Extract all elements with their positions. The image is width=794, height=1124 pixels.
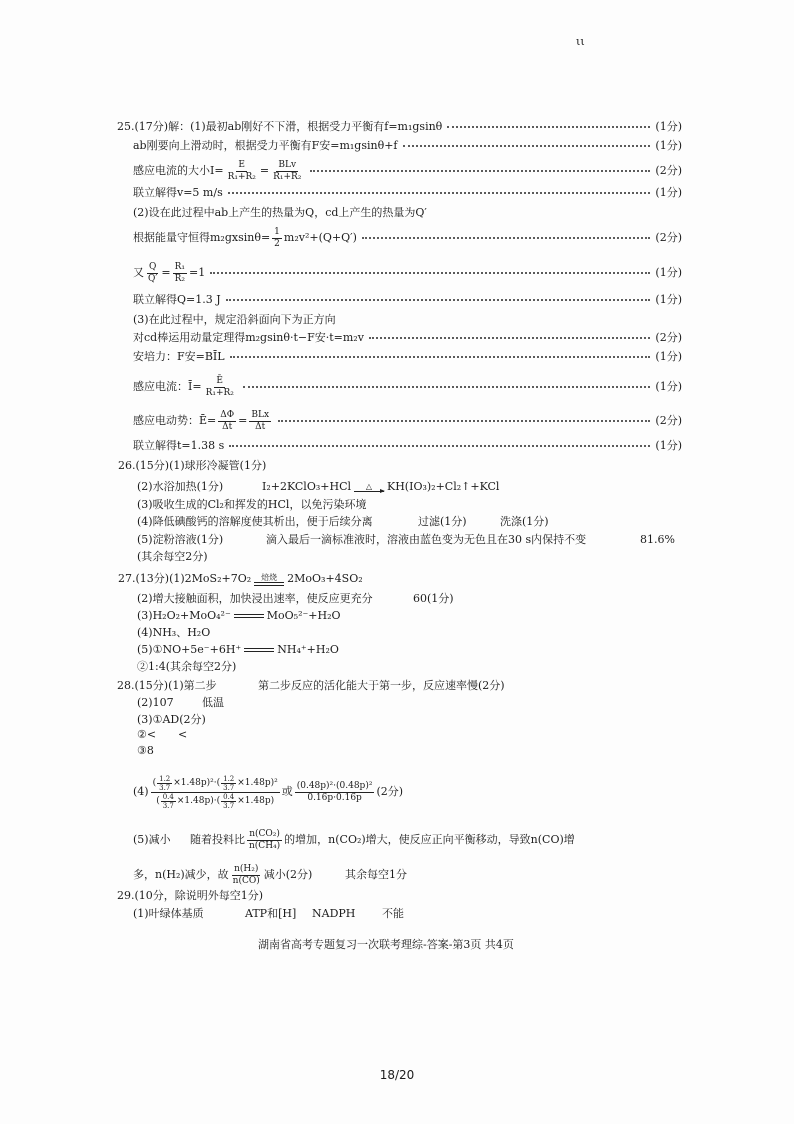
score: (2分) xyxy=(376,785,404,798)
denominator: Δt xyxy=(222,421,233,432)
products: MoO₅²⁻+H₂O xyxy=(266,609,341,622)
q28-row-5: ③8 xyxy=(137,744,154,757)
fraction xyxy=(157,775,172,792)
equals: = xyxy=(259,164,270,177)
q28-row-kp xyxy=(133,770,403,814)
q26-row-4-wash: 洗涤(1分) xyxy=(500,515,549,528)
score: (2分) xyxy=(655,331,682,344)
paren: ) xyxy=(270,795,275,806)
dot-leader xyxy=(369,337,650,339)
q27-row-2 xyxy=(0,592,794,606)
q26-row-1: 26.(15分)(1)球形冷凝管(1分) xyxy=(118,459,267,472)
q25-row-13-pre: 感应电动势：Ē= xyxy=(133,414,217,427)
q25-row-7 xyxy=(133,260,682,286)
score: (1分) xyxy=(655,380,682,393)
q28-row-8-reason xyxy=(133,861,312,889)
q28-row-7-reason xyxy=(190,826,575,854)
q27-equation xyxy=(118,568,363,590)
denominator: R₁+R₂ xyxy=(273,171,302,182)
q26-row-5-indicator: (5)淀粉溶液(1分) xyxy=(137,533,224,546)
q26-row-2 xyxy=(0,476,794,498)
fraction xyxy=(161,793,176,810)
denominator: n(CO) xyxy=(232,875,260,886)
q25-row-6 xyxy=(133,225,682,251)
q25-row-7-post: =1 xyxy=(189,266,206,279)
paren: ( xyxy=(156,795,160,806)
reactants: 27.(13分)(1)2MoS₂+7O₂ xyxy=(118,572,252,585)
dot-leader xyxy=(278,420,650,422)
q25-row-2 xyxy=(133,139,682,153)
equals: = xyxy=(161,266,171,279)
q28-row-3: (3)①AD(2分) xyxy=(137,713,206,726)
q27-row-5 xyxy=(137,643,339,657)
q28-row-2-value: (2)107 xyxy=(137,696,174,709)
dot-leader xyxy=(226,299,651,301)
denominator: Δt xyxy=(255,421,266,432)
q26-row-5-endpoint: 滴入最后一滴标准液时，溶液由蓝色变为无色且在30 s内保持不变 xyxy=(266,533,587,546)
reaction-arrow xyxy=(254,573,284,586)
numerator: ΔΦ xyxy=(220,409,235,420)
q25-row-8 xyxy=(133,293,682,307)
q25-row-6-pre: 根据能量守恒得m₂gxsinθ= xyxy=(133,231,271,244)
q25-row-7-pre: 又 xyxy=(133,266,144,279)
numerator: 0.4 xyxy=(223,792,235,801)
numerator: Ē xyxy=(216,375,223,386)
dot-leader xyxy=(229,445,650,447)
q29-answer-b: ATP和[H] xyxy=(245,907,297,920)
score: (1分) xyxy=(655,186,682,199)
fraction xyxy=(226,160,258,183)
q28-row-8-note: 其余每空1分 xyxy=(345,868,407,881)
q25-row-8-text: 联立解得Q=1.3 J xyxy=(133,293,221,306)
reaction-condition: △ xyxy=(365,482,373,491)
q25-row-6-post: m₂v²+(Q+Q′) xyxy=(283,231,357,244)
q25-row-12-pre: 感应电流：Ī= xyxy=(133,380,202,393)
numerator: 1 xyxy=(274,226,280,237)
kp-simple-fraction xyxy=(295,781,375,804)
q26-row-4-answer: (4)降低碘酸钙的溶解度使其析出，便于后续分离 xyxy=(137,515,373,528)
numerator: BLx xyxy=(251,409,270,420)
arrow-bar xyxy=(244,648,274,652)
score: (1分) xyxy=(655,293,682,306)
q25-row-1-text: 25.(17分)解：(1)最初ab刚好不下滑，根据受力平衡有f=m₁gsinθ xyxy=(117,120,443,133)
dot-leader xyxy=(310,170,650,172)
q28-row-2 xyxy=(0,696,794,710)
q28-row-7-answer: (5)减小 xyxy=(133,833,171,846)
q25-row-2-text: ab刚要向上滑动时，根据受力平衡有F安=m₁gsinθ+f xyxy=(133,139,398,152)
q26-row-4 xyxy=(0,515,794,529)
reaction-arrow xyxy=(354,482,384,492)
q29-answer-d: 不能 xyxy=(382,907,404,920)
numerator: R₁ xyxy=(174,261,186,272)
arrow-bar xyxy=(354,491,384,492)
score: (2分) xyxy=(655,164,682,177)
denominator: 3.7 xyxy=(159,783,171,792)
dot-leader xyxy=(362,237,650,239)
dot-leader xyxy=(447,126,650,128)
denominator: 2 xyxy=(274,238,280,249)
numerator: n(CO₂) xyxy=(249,828,280,839)
denominator xyxy=(154,793,276,810)
reactants: I₂+2KClO₃+HCl xyxy=(262,480,351,493)
dot-leader xyxy=(403,145,651,147)
q28-row-1-reason: 第二步反应的活化能大于第一步，反应速率慢(2分) xyxy=(258,679,505,692)
numerator: 1.2 xyxy=(159,774,171,783)
reaction-condition: 焙烧 xyxy=(261,572,278,582)
q29-row-2 xyxy=(0,907,794,921)
q25-row-7-expression xyxy=(133,262,205,285)
q25-row-5: (2)设在此过程中ab上产生的热量为Q，cd上产生的热量为Q′ xyxy=(133,206,427,219)
q25-row-6-expression xyxy=(133,227,357,250)
products: 2MoO₃+4SO₂ xyxy=(287,572,363,585)
products: KH(IO₃)₂+Cl₂↑+KCl xyxy=(387,480,500,493)
q28-row-1-answer: 28.(15分)(1)第二步 xyxy=(117,679,217,692)
score: (2分) xyxy=(655,231,682,244)
q27-row-3 xyxy=(137,609,341,623)
numerator: 0.4 xyxy=(162,792,174,801)
q25-row-4 xyxy=(133,186,682,200)
score: (1分) xyxy=(655,120,682,133)
q27-row-4: (4)NH₃、H₂O xyxy=(137,626,211,639)
fraction xyxy=(249,410,271,433)
denominator: 0.16p·0.16p xyxy=(307,792,362,803)
numerator: n(H₂) xyxy=(234,863,259,874)
equals-sign xyxy=(244,648,274,652)
q28-row-4-a: ②< xyxy=(137,728,157,741)
reason-cont: 多，n(H₂)减少，故 xyxy=(133,868,229,881)
q28-row-7 xyxy=(0,826,794,854)
q27-row-1 xyxy=(0,568,794,590)
q28-row-1 xyxy=(0,679,794,693)
q27-row-2-answer: (2)增大接触面积，加快浸出速率，使反应更充分 xyxy=(137,592,373,605)
numerator xyxy=(151,775,280,793)
q25-row-10 xyxy=(133,331,682,345)
q26-row-6: (其余每空2分) xyxy=(137,550,208,563)
fraction xyxy=(218,410,236,433)
q25-row-9: (3)在此过程中，规定沿斜面向下为正方向 xyxy=(133,313,336,326)
q25-row-11-text: 安培力：F安=BĪL xyxy=(133,350,225,363)
reason-rest: 的增加，n(CO₂)增大，使反应正向平衡移动，导致n(CO)增 xyxy=(284,833,575,846)
numerator: (0.48p)²·(0.48p)² xyxy=(296,780,373,791)
equals-sign xyxy=(234,614,264,618)
paren-square: )² xyxy=(270,777,278,788)
denominator: R₂ xyxy=(174,273,186,284)
paren: ( xyxy=(216,795,221,806)
q25-row-13-expression xyxy=(133,410,273,433)
denominator: 3.7 xyxy=(223,801,235,810)
reason-start: 随着投料比 xyxy=(190,833,245,846)
q25-row-4-text: 联立解得v=5 m/s xyxy=(133,186,223,199)
kp-label: (4) xyxy=(133,785,149,798)
q25-row-14-text: 联立解得t=1.38 s xyxy=(133,439,225,452)
reactants: (3)H₂O₂+MoO₄²⁻ xyxy=(137,609,231,622)
paren: ( xyxy=(216,777,221,788)
paren: ) xyxy=(210,795,214,806)
fraction xyxy=(221,775,236,792)
denominator: R₁+R₂ xyxy=(205,387,234,398)
fraction xyxy=(173,262,187,285)
q25-row-3-expression xyxy=(133,160,305,183)
arrow-bar xyxy=(234,614,264,618)
q27-row-6: ②1:4(其余每空2分) xyxy=(137,660,237,673)
page-number: 18/20 xyxy=(379,1068,415,1082)
arrow-bar xyxy=(254,582,284,586)
q25-row-12-expression xyxy=(133,376,238,399)
numerator: E xyxy=(238,159,245,170)
dot: · xyxy=(213,777,217,788)
corner-mark: ιι xyxy=(576,35,585,48)
paren-square: )² xyxy=(206,777,214,788)
q26-row-5 xyxy=(0,533,794,547)
fraction xyxy=(146,262,159,285)
q25-row-12 xyxy=(133,374,682,400)
numerator: 1.2 xyxy=(223,774,235,783)
dot-leader xyxy=(230,356,651,358)
q26-row-4-filter: 过滤(1分) xyxy=(418,515,467,528)
q25-row-10-text: 对cd棒运用动量定理得m₂gsinθ·t−F安·t=m₂v xyxy=(133,331,364,344)
fraction xyxy=(231,864,262,887)
fraction xyxy=(221,793,236,810)
or-word: 或 xyxy=(281,785,293,798)
dot: · xyxy=(213,795,217,806)
fraction xyxy=(204,376,236,399)
kp-fraction xyxy=(151,775,280,810)
equals: = xyxy=(238,414,248,427)
q25-row-1 xyxy=(117,120,682,134)
factor: ×1.48p xyxy=(237,795,271,806)
q26-row-3: (3)吸收生成的Cl₂和挥发的HCl，以免污染环境 xyxy=(137,498,367,511)
q28-row-4 xyxy=(0,728,794,742)
q29-answer-c: NADPH xyxy=(312,907,356,920)
fraction xyxy=(272,227,282,250)
denominator: n(CH₄) xyxy=(249,840,281,851)
reason-end: 减小(2分) xyxy=(263,868,313,881)
score: (1分) xyxy=(655,139,682,152)
score: (1分) xyxy=(655,266,682,279)
factor: ×1.48p xyxy=(237,777,271,788)
q27-row-2-temp: 60(1分) xyxy=(413,592,454,605)
denominator: R₁+R₂ xyxy=(227,171,256,182)
denominator: 3.7 xyxy=(223,783,235,792)
factor: ×1.48p xyxy=(173,777,207,788)
q25-row-3 xyxy=(133,158,682,184)
reactants: (5)①NO+5e⁻+6H⁺ xyxy=(137,643,242,656)
numerator: Q xyxy=(149,261,157,272)
q29-row-1: 29.(10分，除说明外每空1分) xyxy=(117,889,264,902)
score: (2分) xyxy=(655,414,682,427)
score: (1分) xyxy=(655,350,682,363)
fraction xyxy=(247,829,282,852)
q25-row-14 xyxy=(133,439,682,453)
q28-row-8 xyxy=(0,861,794,889)
q25-row-13 xyxy=(133,408,682,434)
dot-leader xyxy=(243,386,651,388)
factor: ×1.48p xyxy=(176,795,211,806)
q25-row-3-pre: 感应电流的大小I= xyxy=(133,164,224,177)
q28-row-2-condition: 低温 xyxy=(202,696,224,709)
q29-answer-a: (1)叶绿体基质 xyxy=(133,907,204,920)
paren: ( xyxy=(152,777,157,788)
q25-row-11 xyxy=(133,350,682,364)
q26-row-5-percent: 81.6% xyxy=(640,533,675,546)
q28-row-4-b: < xyxy=(178,728,188,741)
dot-leader xyxy=(210,272,650,274)
dot-leader xyxy=(228,192,651,194)
denominator: Q′ xyxy=(148,273,158,284)
numerator: BLv xyxy=(278,159,297,170)
score: (1分) xyxy=(655,439,682,452)
denominator: 3.7 xyxy=(162,801,174,810)
q26-equation xyxy=(262,476,499,498)
q26-row-2-answer: (2)水浴加热(1分) xyxy=(137,480,224,493)
products: NH₄⁺+H₂O xyxy=(277,643,339,656)
page-footer: 湖南省高考专题复习一次联考理综-答案-第3页 共4页 xyxy=(258,938,514,951)
fraction xyxy=(271,160,303,183)
